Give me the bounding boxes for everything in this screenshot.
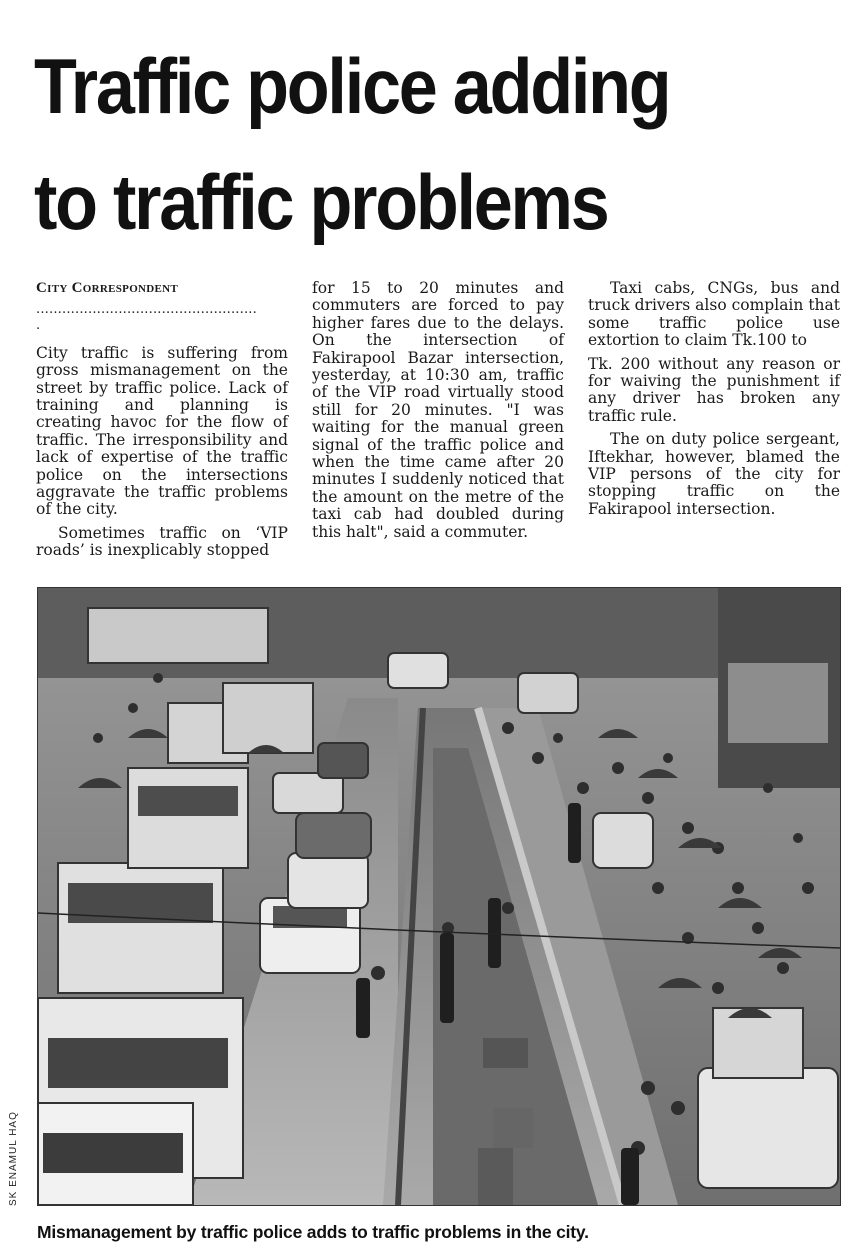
traffic-photo: [37, 587, 841, 1206]
byline: City Correspondent: [36, 280, 179, 296]
photo-caption: Mismanagement by traffic police adds to traffic problems in the city.: [37, 1222, 589, 1242]
column-3-paragraph-3: The on duty police sergeant, Iftekhar, however, blamed the VIP persons of the city for stopping traffic on the Fakirapool intersection.: [588, 430, 840, 518]
column-3-paragraph-2: Tk. 200 without any reason or for waiving the punishment if any driver has broken any traffic rule.: [588, 354, 840, 425]
column-1-paragraph-1: City traffic is suffering from gross mismanagement on the street by traffic police. Lack of training and planning is creating havoc for the flow of traffic. The irresponsibility and lack of expertise of the traffic police on the intersections aggravate the traffic problems of the city.: [36, 343, 288, 519]
article-column-3: [588, 280, 840, 518]
column-1-paragraph-2: Sometimes traffic on ‘VIP roads’ is inexplicably stopped: [36, 523, 288, 560]
column-3-paragraph-1: Taxi cabs, CNGs, bus and truck drivers also complain that some traffic police use extortion to claim Tk.100 to: [588, 279, 840, 350]
headline: [34, 28, 772, 260]
separator-rule: ...................................................: [36, 302, 257, 318]
separator-tail: .: [36, 317, 41, 333]
article-column-2: [312, 280, 564, 541]
column-2-paragraph-1: for 15 to 20 minutes and commuters are forced to pay higher fares due to the delays. On the intersection of Fakirapool Bazar intersection, yesterday, at 10:30 am, traffic of the VIP road virtually stood still for 20 minutes. "I was waiting for the manual green signal of the traffic police and when the time came after 20 minutes I suddenly noticed that the amount on the metre of the taxi cab had doubled during this halt", said a commuter.: [312, 279, 564, 541]
article-column-1: [36, 280, 288, 560]
headline-line-1: Traffic police adding: [34, 42, 670, 130]
photo-credit: SK ENAMUL HAQ: [8, 1111, 19, 1206]
headline-line-2: to traffic problems: [34, 158, 608, 246]
